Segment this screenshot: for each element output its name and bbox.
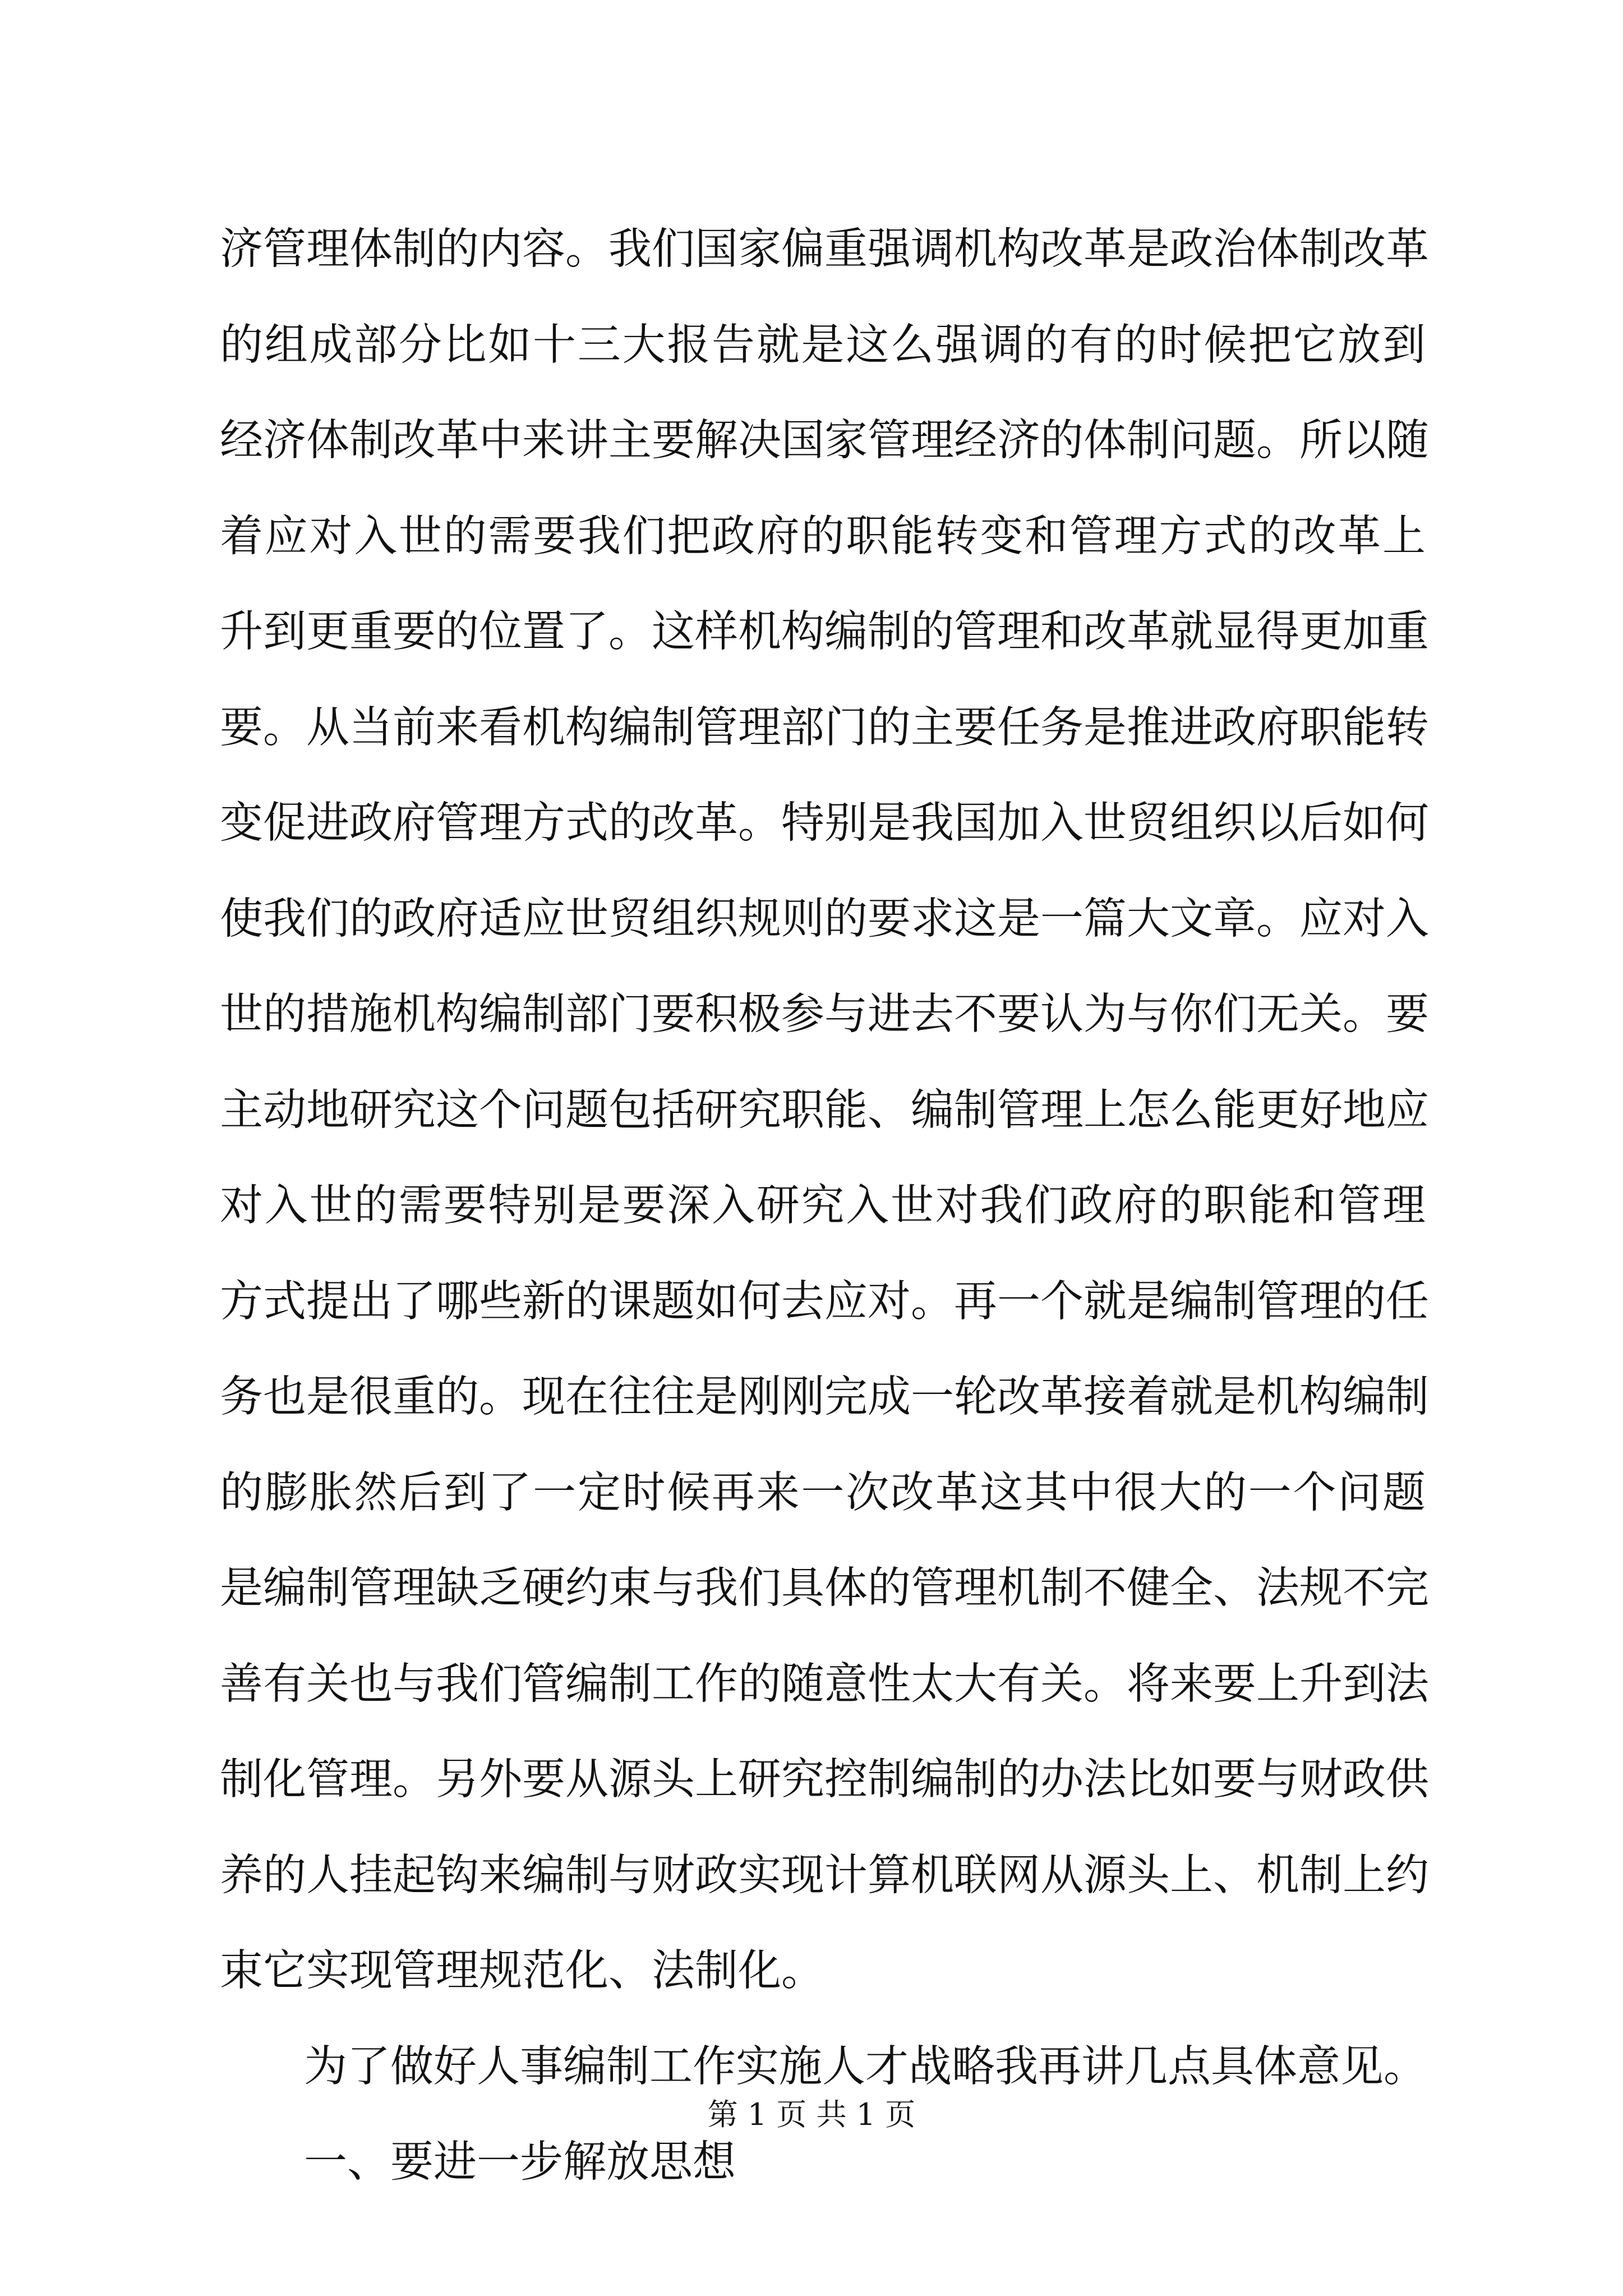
section-heading: 一、要进一步解放思想 (304, 2137, 736, 2187)
page-footer: 第 1 页 共 1 页 (707, 2097, 916, 2132)
paragraph-line: 的组成部分比如十三大报告就是这么强调的有的时候把它放到 (220, 320, 1426, 370)
paragraph-line: 制化管理。另外要从源头上研究控制编制的办法比如要与财政供 (220, 1755, 1429, 1805)
paragraph-line: 主动地研究这个问题包括研究职能、编制管理上怎么能更好地应 (220, 1085, 1429, 1135)
paragraph-line: 世的措施机构编制部门要积极参与进去不要认为与你们无关。要 (220, 990, 1429, 1039)
paragraph-line: 善有关也与我们管编制工作的随意性太大有关。将来要上升到法 (220, 1659, 1429, 1709)
paragraph-line: 要。从当前来看机构编制管理部门的主要任务是推进政府职能转 (220, 702, 1429, 753)
paragraph-line: 济管理体制的内容。我们国家偏重强调机构改革是政治体制改革 (220, 224, 1429, 274)
paragraph-line: 变促进政府管理方式的改革。特别是我国加入世贸组织以后如何 (220, 798, 1429, 848)
paragraph-line: 束它实现管理规范化、法制化。 (220, 1946, 824, 1996)
paragraph-line: 的膨胀然后到了一定时候再来一次改革这其中很大的一个问题 (220, 1467, 1426, 1518)
paragraph-line: 养的人挂起钩来编制与财政实现计算机联网从源头上、机制上约 (220, 1850, 1429, 1901)
paragraph-line: 对入世的需要特别是要深入研究入世对我们政府的职能和管理 (220, 1181, 1426, 1231)
paragraph-line: 着应对入世的需要我们把政府的职能转变和管理方式的改革上 (220, 511, 1426, 562)
paragraph-intro: 为了做好人事编制工作实施人才战略我再讲几点具体意见。 (304, 2041, 1427, 2092)
paragraph-line: 经济体制改革中来讲主要解决国家管理经济的体制问题。所以随 (220, 416, 1429, 466)
paragraph-line: 升到更重要的位置了。这样机构编制的管理和改革就显得更加重 (220, 607, 1429, 657)
paragraph-line: 是编制管理缺乏硬约束与我们具体的管理机制不健全、法规不完 (220, 1563, 1429, 1613)
paragraph-line: 使我们的政府适应世贸组织规则的要求这是一篇大文章。应对入 (220, 894, 1429, 944)
paragraph-line: 务也是很重的。现在往往是刚刚完成一轮改革接着就是机构编制 (220, 1372, 1429, 1422)
paragraph-line: 方式提出了哪些新的课题如何去应对。再一个就是编制管理的任 (220, 1276, 1429, 1327)
